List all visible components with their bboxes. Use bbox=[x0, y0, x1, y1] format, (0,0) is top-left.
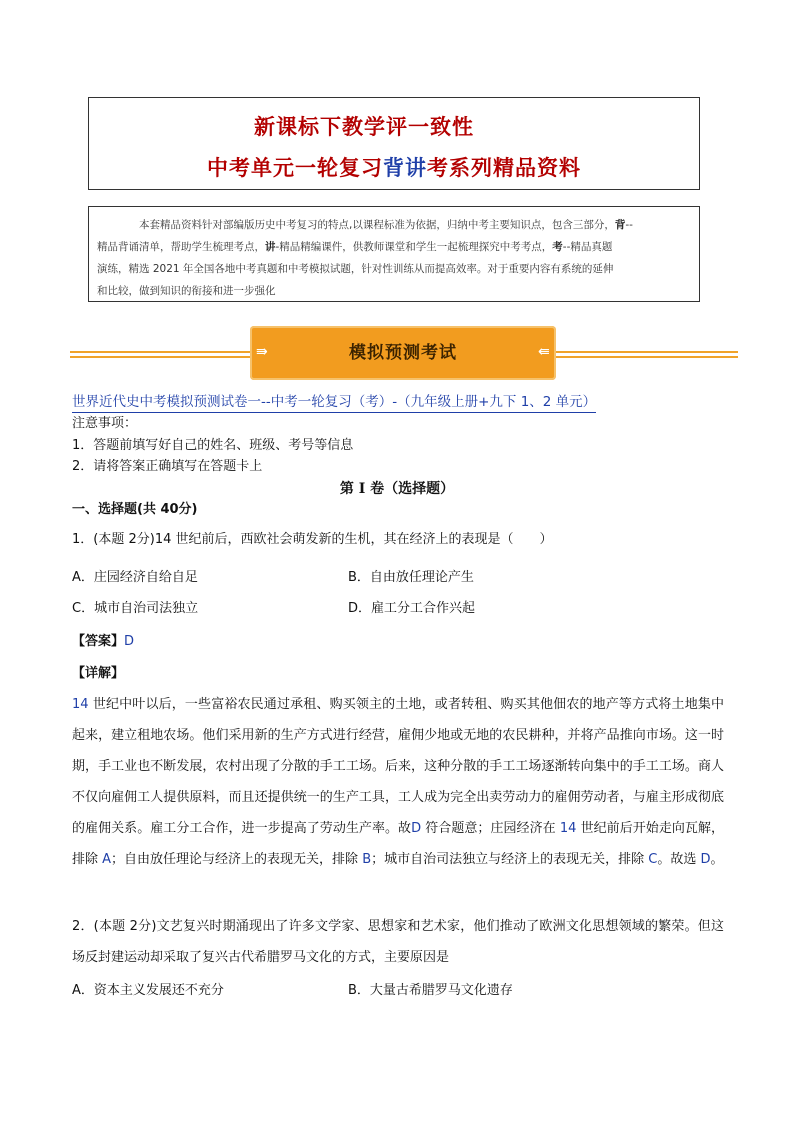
title-bei: 背 bbox=[383, 155, 405, 180]
question-2-option-a: A．资本主义发展还不充分 bbox=[72, 983, 224, 998]
notice-label: 注意事项： bbox=[72, 416, 138, 431]
section-banner: 模拟预测考试 bbox=[250, 326, 556, 380]
volume-title: 第 I 卷（选择题） bbox=[339, 481, 455, 497]
series-title-line1: 新课标下教学评一致性 bbox=[254, 114, 474, 139]
intro-box bbox=[88, 206, 700, 302]
question-1-option-d: D．雇工分工合作兴起 bbox=[348, 601, 476, 616]
question-2-option-b: B．大量古希腊罗马文化遗存 bbox=[348, 983, 513, 998]
series-title-line2 bbox=[89, 152, 699, 182]
question-1-option-a: A．庄园经济自给自足 bbox=[72, 570, 198, 585]
answer-value: D bbox=[124, 634, 135, 649]
arrow-left-icon: ⇚ bbox=[538, 344, 550, 360]
title-jiang: 讲 bbox=[405, 155, 427, 180]
intro-line-2: 精品背诵清单，帮助学生梳理考点，讲-精品精编课件，供教师课堂和学生一起梳理探究中考考点，考--精品真题 bbox=[97, 241, 613, 253]
test-title: 世界近代史中考模拟预测试卷一--中考一轮复习（考）-（九年级上册+九下 1、2 单元） bbox=[72, 392, 596, 413]
title-kao: 考 bbox=[427, 155, 449, 180]
section-title: 一、选择题(共 40分) bbox=[72, 502, 198, 517]
question-1-option-c: C．城市自治司法独立 bbox=[72, 601, 199, 616]
intro-line-3: 演练，精选 2021 年全国各地中考真题和中考模拟试题，针对性训练从而提高效率。对于重要内容有系统的延伸 bbox=[97, 263, 614, 275]
answer-label: 【答案】 bbox=[72, 634, 125, 649]
title-box bbox=[88, 97, 700, 190]
arrow-right-icon: ⇛ bbox=[256, 344, 268, 360]
question-1-option-b: B．自由放任理论产生 bbox=[348, 570, 474, 585]
question-1-detail-label: 【详解】 bbox=[72, 666, 125, 681]
title-suffix: 系列精品资料 bbox=[449, 155, 581, 180]
intro-line-4: 和比较，做到知识的衔接和进一步强化 bbox=[97, 285, 276, 297]
notice-item-2: 2．请将答案正确填写在答题卡上 bbox=[72, 459, 263, 474]
question-1-stem: 1．(本题 2分)14 世纪前后，西欧社会萌发新的生机，其在经济上的表现是（ ） bbox=[72, 532, 553, 547]
question-1-detail-text: 14 世纪中叶以后，一些富裕农民通过承租、购买领主的土地，或者转租、购买其他佃农的地产等方式将土地集中起来，建立租地农场。他们采用新的生产方式进行经营，雇佣少地或无地的农民耕种，并将产品推向市场。这一时期，手工业也不断发展，农村出现了分散的手工工场。后来，这种分散的手工工场逐渐转向集中的手工工场。商人不仅向雇佣工人提供原料，而且还提供统一的生产工具，工人成为完全出卖劳动力的雇佣劳动者，与雇主形成彻底的雇佣关系。雇工分工合作，进一步提高了劳动生产率。故D 符合题意；庄园经济在 14 世纪前后开始走向瓦解，排除 A；自由放任理论与经济上的表现无关，排除 B；城市自治司法独立与经济上的表现无关，排除 C。故选 D。 bbox=[72, 697, 724, 867]
notice-item-1: 1．答题前填写好自己的姓名、班级、考号等信息 bbox=[72, 438, 354, 453]
question-2-stem: 2．(本题 2分)文艺复兴时期涌现出了许多文学家、思想家和艺术家，他们推动了欧洲文化思想领域的繁荣。但这场反封建运动却采取了复兴古代希腊罗马文化的方式，主要原因是 bbox=[72, 919, 724, 965]
question-1-answer bbox=[72, 632, 134, 652]
title-prefix: 中考单元一轮复习 bbox=[207, 155, 383, 180]
intro-line-1: 本套精品资料针对部编版历史中考复习的特点,以课程标准为依据，归纳中考主要知识点，包含三部分，背-- bbox=[139, 219, 633, 231]
